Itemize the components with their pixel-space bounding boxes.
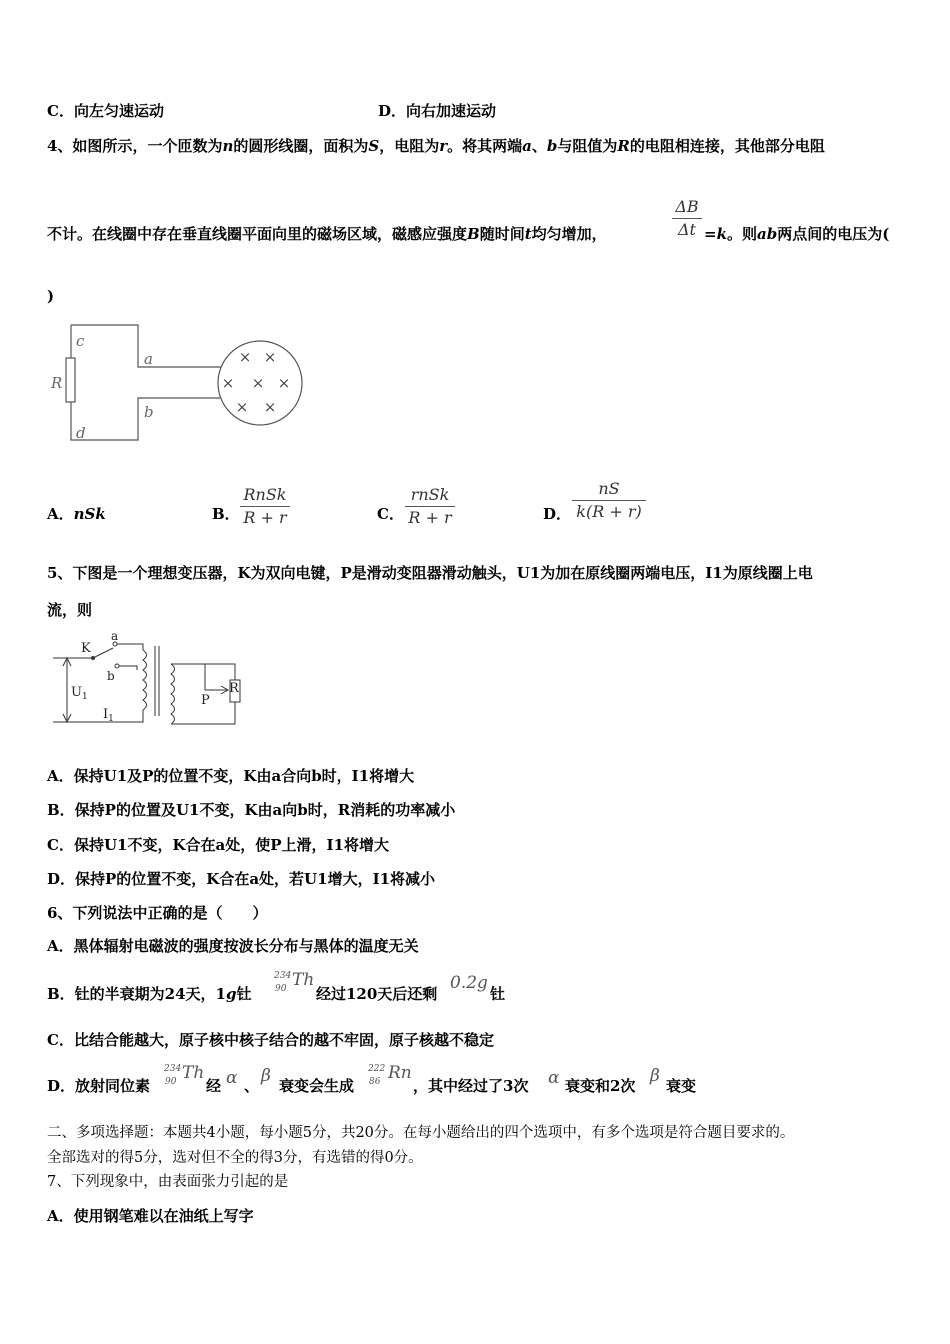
alpha-symbol: α bbox=[548, 1068, 560, 1088]
q7-option-a: A．使用钢笔难以在油纸上写字 bbox=[47, 1207, 254, 1225]
th-mass-number: 234 bbox=[164, 1064, 182, 1074]
q4-option-d-label: D． bbox=[543, 505, 572, 523]
q4-option-d-fraction: nS k(R + r) bbox=[572, 478, 646, 523]
q6-option-d-text5: ，其中经过了3次 bbox=[413, 1077, 529, 1095]
section2-line1: 二、多项选择题：本题共4小题，每小题5分，共20分。在每小题给出的四个选项中，有多个选项是符合题目要求的。 bbox=[47, 1125, 795, 1141]
label-P: P bbox=[201, 693, 210, 708]
q5-stem-line2: 流，则 bbox=[47, 601, 93, 619]
q3-option-d: D．向右加速运动 bbox=[378, 102, 497, 120]
th-mass-number: 234 bbox=[274, 971, 292, 981]
q6-option-c: C．比结合能越大，原子核中核子结合的越不牢固，原子核越不稳定 bbox=[47, 1031, 494, 1049]
field-cross: × bbox=[277, 374, 291, 392]
q4-option-b-fraction: RnSk R + r bbox=[240, 484, 290, 529]
q4-stem-line1: 4、如图所示，一个匝数为n的圆形线圈，面积为S，电阻为r。将其两端a、b与阻值为R的电阻相连接，其他部分电阻 bbox=[47, 137, 825, 155]
q4-option-c-label: C． bbox=[377, 505, 404, 523]
q6-option-b-text1: B．钍的半衰期为24天，1g钍 bbox=[47, 985, 252, 1003]
q5-stem-line1: 5、下图是一个理想变压器，K为双向电键，P是滑动变阻器滑动触头，U1为加在原线圈两端电压，I1为原线圈上电 bbox=[47, 564, 813, 582]
label-R: R bbox=[229, 681, 239, 696]
q4-option-a: A．nSk bbox=[47, 505, 106, 523]
q4-rate-fraction: ΔB Δt bbox=[672, 196, 702, 241]
rn-symbol: Rn bbox=[388, 1063, 412, 1083]
label-b: b bbox=[107, 669, 115, 683]
label-a: a bbox=[111, 630, 119, 643]
th-symbol: Th bbox=[182, 1063, 205, 1083]
q4-stem-line2a: 不计。在线圈中存在垂直线圈平面向里的磁场区域，磁感应强度B随时间t均匀增加， bbox=[47, 225, 607, 243]
label-K: K bbox=[81, 641, 91, 656]
q6-option-d-text3: 、 bbox=[244, 1077, 260, 1095]
q6-option-d-text1: D．放射同位素 bbox=[47, 1077, 151, 1095]
q6-option-d-text7: 衰变 bbox=[666, 1077, 697, 1095]
th-symbol: Th bbox=[292, 970, 315, 990]
field-cross: × bbox=[235, 398, 249, 416]
q5-option-a: A．保持U1及P的位置不变，K由a合向b时，I1将增大 bbox=[47, 767, 415, 785]
q4-circuit-figure bbox=[40, 318, 310, 448]
field-cross: × bbox=[221, 374, 235, 392]
q5-transformer-figure bbox=[45, 630, 255, 730]
q3-option-c: C．向左匀速运动 bbox=[47, 102, 164, 120]
beta-symbol: β bbox=[261, 1066, 271, 1086]
q7-stem: 7、下列现象中，由表面张力引起的是 bbox=[47, 1174, 289, 1190]
label-b: b bbox=[144, 403, 154, 421]
q4-option-b-label: B． bbox=[212, 505, 240, 523]
q4-stem-line3: ) bbox=[47, 287, 55, 305]
q6-option-d-text4: 衰变会生成 bbox=[279, 1077, 355, 1095]
label-R: R bbox=[51, 374, 63, 392]
th-atomic-number: 90 bbox=[165, 1077, 177, 1087]
q5-option-b: B．保持P的位置及U1不变，K由a向b时，R消耗的功率减小 bbox=[47, 801, 456, 819]
rn-atomic-number: 86 bbox=[369, 1077, 381, 1087]
section2-line2: 全部选对的得5分，选对但不全的得3分，有选错的得0分。 bbox=[47, 1150, 423, 1166]
q6-option-a: A．黑体辐射电磁波的强度按波长分布与黑体的温度无关 bbox=[47, 937, 419, 955]
label-d: d bbox=[76, 424, 86, 442]
q6-option-b-text2: 经过120天后还剩 bbox=[316, 985, 438, 1003]
q4-stem-line2b: =k。则ab两点间的电压为( bbox=[704, 225, 890, 243]
remaining-mass: 0.2g bbox=[450, 973, 488, 993]
field-cross: × bbox=[263, 348, 277, 366]
q5-option-c: C．保持U1不变，K合在a处，使P上滑，I1将增大 bbox=[47, 836, 389, 854]
label-a: a bbox=[144, 350, 153, 368]
field-cross: × bbox=[238, 348, 252, 366]
alpha-symbol: α bbox=[226, 1068, 238, 1088]
beta-symbol: β bbox=[650, 1066, 660, 1086]
q5-option-d: D．保持P的位置不变，K合在a处，若U1增大，I1将减小 bbox=[47, 870, 436, 888]
field-cross: × bbox=[251, 374, 265, 392]
label-U1: $U_1$ bbox=[71, 685, 88, 702]
q4-option-c-fraction: rnSk R + r bbox=[405, 484, 455, 529]
th-atomic-number: 90 bbox=[275, 984, 287, 994]
q6-option-d-text6: 衰变和2次 bbox=[565, 1077, 636, 1095]
q6-option-d-text2: 经 bbox=[206, 1077, 222, 1095]
q6-option-b-text3: 钍 bbox=[490, 985, 506, 1003]
field-cross: × bbox=[263, 398, 277, 416]
label-I1: $I_1$ bbox=[103, 707, 114, 724]
label-c: c bbox=[76, 332, 85, 350]
rn-mass-number: 222 bbox=[368, 1064, 386, 1074]
q6-stem: 6、下列说法中正确的是（ ） bbox=[47, 904, 268, 922]
